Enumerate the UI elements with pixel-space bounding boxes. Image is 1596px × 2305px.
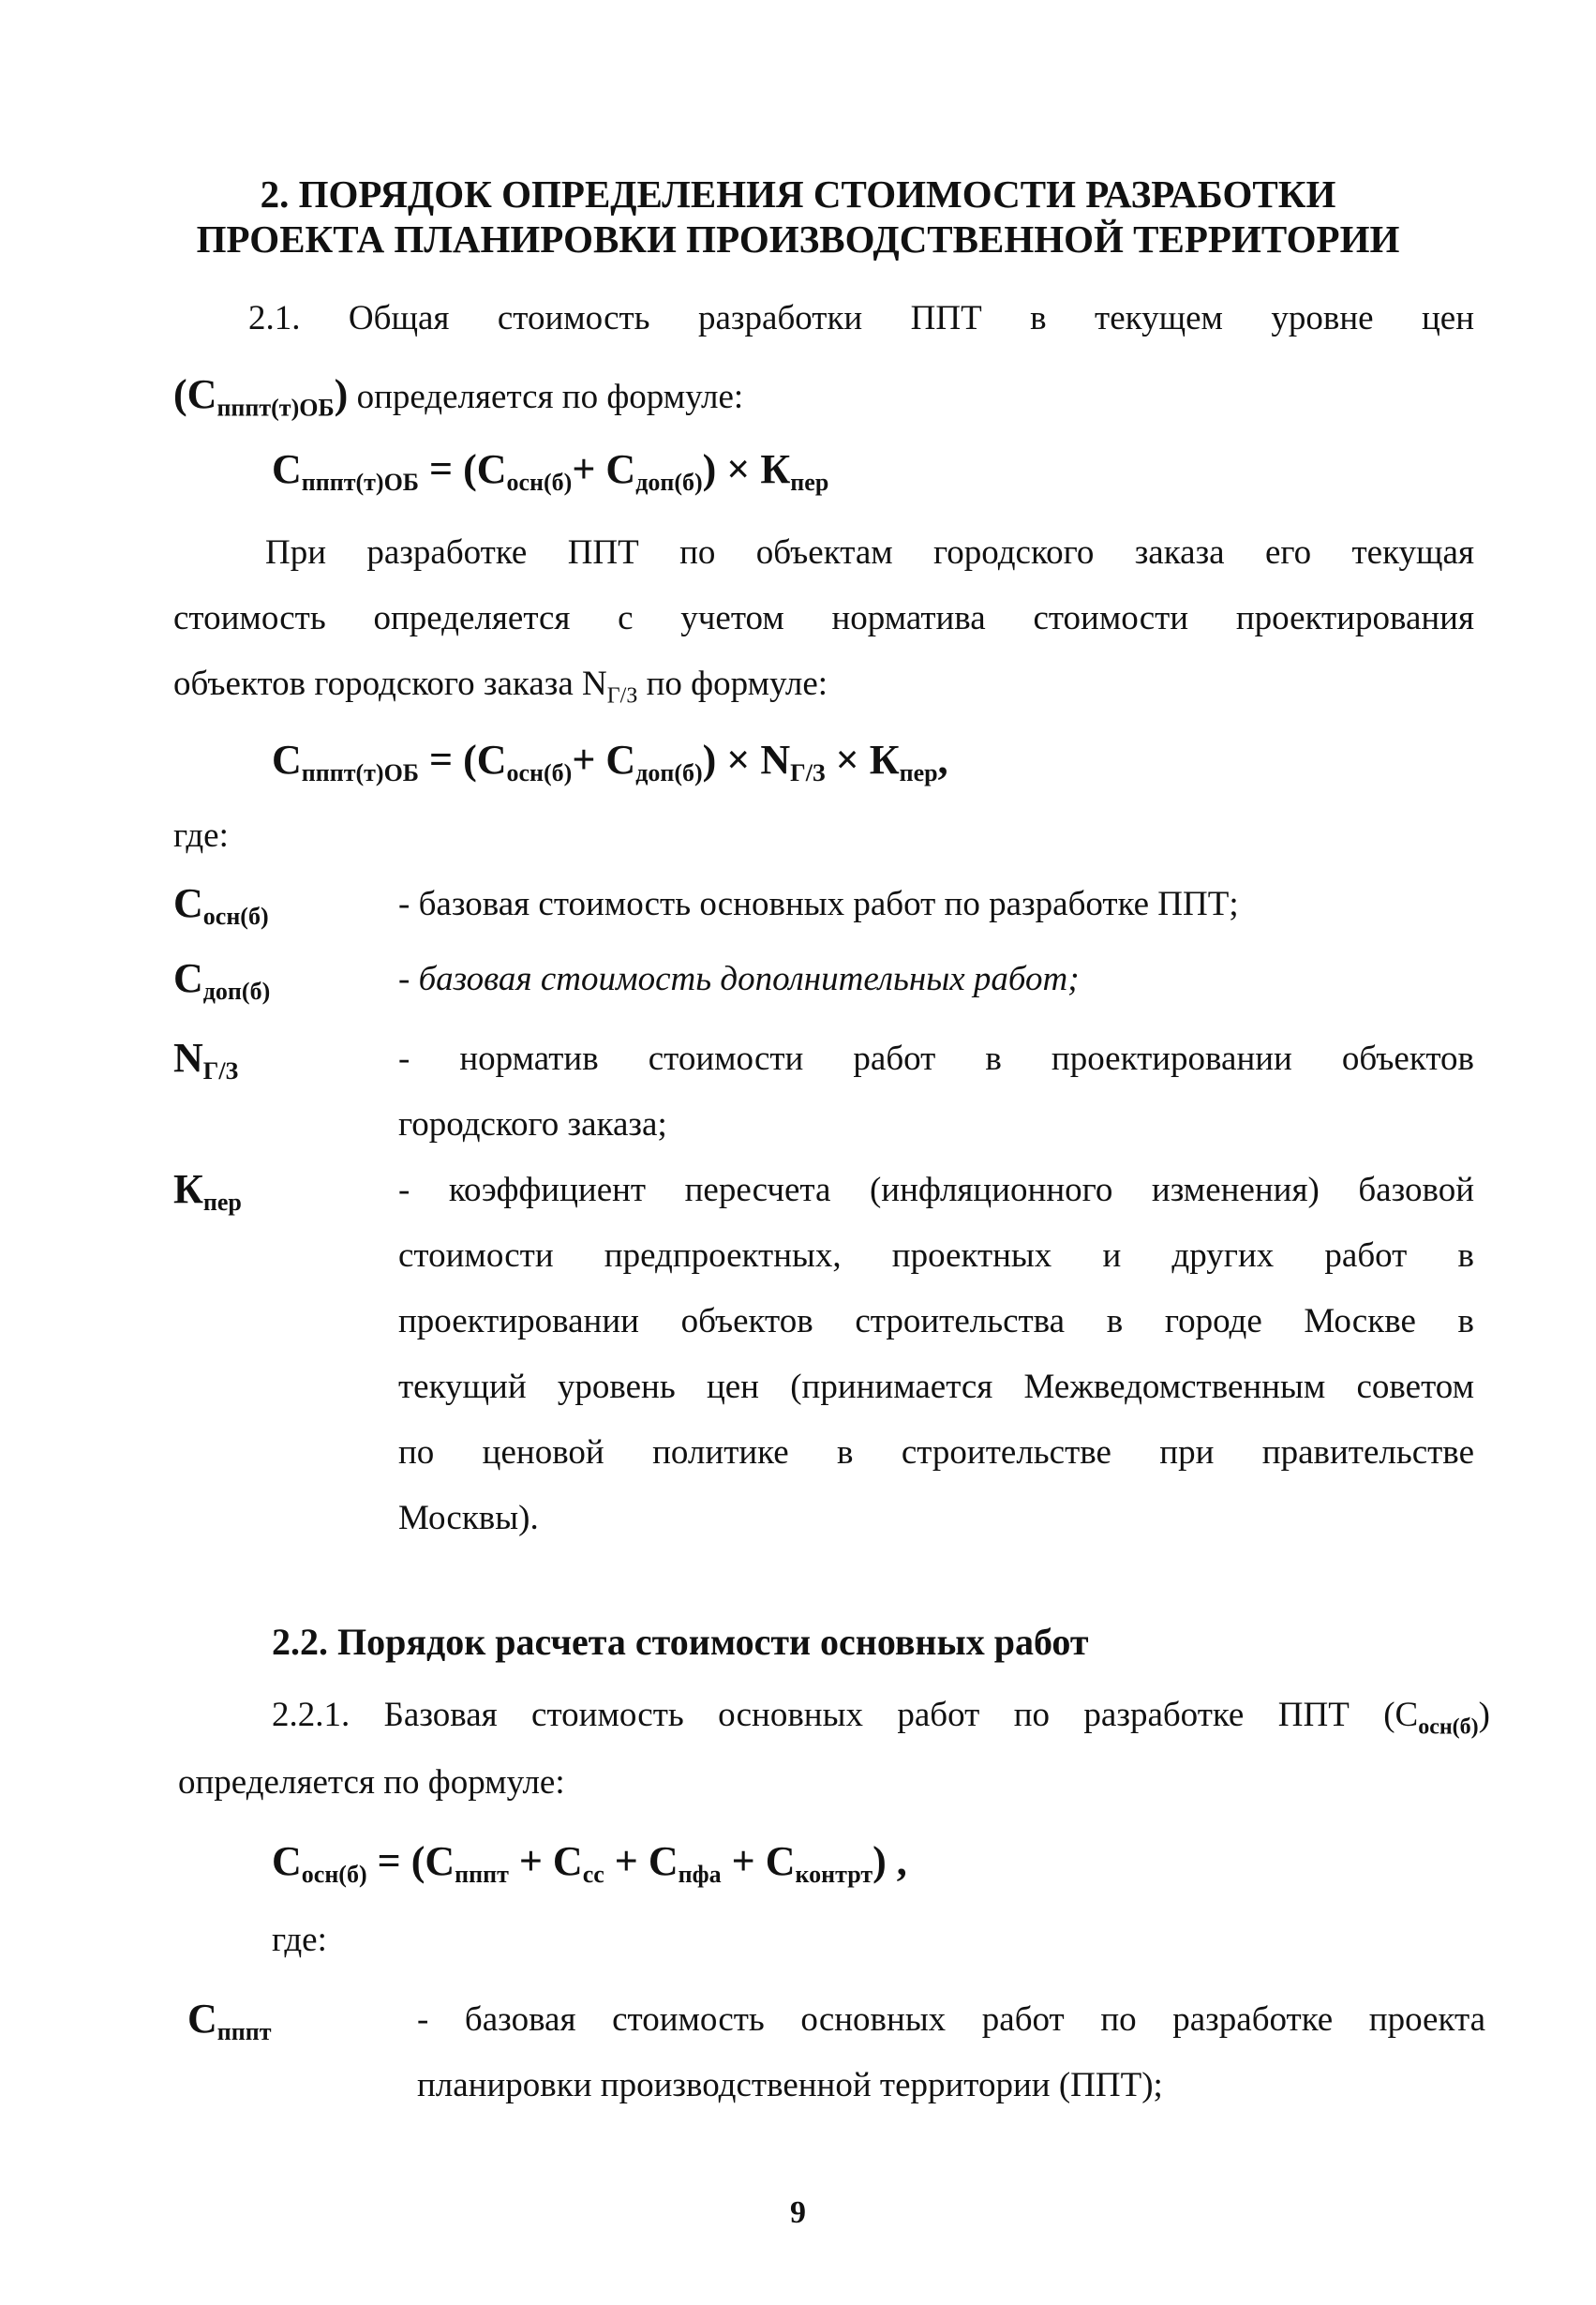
formula-3-c-sub: пфа — [678, 1861, 722, 1888]
symbol-c: С — [186, 371, 217, 417]
paragraph-2-2-1-line-1-text: 2.2.1. Базовая стоимость основных работ по разработке ППТ (С — [272, 1696, 1419, 1734]
def-k-per-line-1: - коэффициент пересчета (инфляционного изменения) базовой — [398, 1171, 1474, 1209]
def-c-dop-text: - базовая стоимость дополнительных работ; — [398, 960, 1080, 998]
def-symbol-k-per — [173, 1165, 242, 1217]
def-symbol-c-pppt — [187, 1995, 272, 2046]
formula-2-a-sub: осн(б) — [506, 759, 573, 786]
def-k-per-line-4: текущий уровень цен (принимается Межведомственным советом — [398, 1368, 1474, 1406]
formula-1-a-sub: осн(б) — [506, 469, 573, 496]
paragraph-city-order-line-3-rest: по формуле: — [637, 665, 828, 703]
formula-2-times: ) × N — [702, 737, 791, 783]
formula-total-cost — [272, 445, 828, 497]
formula-2-n-sub: Г/З — [790, 759, 826, 786]
def-2-sub: Г/З — [202, 1057, 239, 1085]
formula-1-eq: = (С — [419, 446, 507, 492]
paragraph-city-order-line-3-text: объектов городского заказа N — [173, 665, 607, 703]
paragraph-city-order-line-2: стоимость определяется с учетом норматива стоимости проектирования — [173, 599, 1474, 637]
formula-3-d-sub: контрт — [795, 1861, 873, 1888]
paragraph-2-2-1-line-1 — [272, 1695, 1490, 1740]
formula-1-lhs: С — [272, 446, 302, 492]
formula-3-p2: + С — [604, 1838, 679, 1884]
formula-1-times: ) × К — [702, 446, 791, 492]
formula-3-a-sub: пппт — [455, 1861, 509, 1888]
symbol-close-paren: ) — [334, 371, 349, 417]
section-title-line-1: 2. ПОРЯДОК ОПРЕДЕЛЕНИЯ СТОИМОСТИ РАЗРАБОТКИ — [260, 172, 1336, 216]
formula-2-lhs: С — [272, 737, 302, 783]
where-label-1: где: — [173, 816, 229, 855]
def-c-pppt-line-2: планировки производственной территории (ППТ); — [417, 2066, 1163, 2104]
def-symbol-n-gz — [173, 1034, 238, 1085]
formula-city-order-cost — [272, 736, 948, 787]
formula-1-plus: + С — [572, 446, 636, 492]
def-k-per-line-5: по ценовой политике в строительстве при правительстве — [398, 1433, 1474, 1472]
formula-2-k-sub: пер — [899, 759, 938, 786]
formula-1-lhs-sub: пппт(т)ОБ — [301, 469, 419, 496]
def-1-sym: С — [173, 955, 203, 1001]
where-label-2: где: — [272, 1921, 327, 1959]
def-0-sym: С — [173, 880, 203, 926]
formula-base-cost — [272, 1837, 907, 1889]
page-number: 9 — [790, 2195, 806, 2230]
def-k-per-line-6: Москвы). — [398, 1499, 539, 1537]
def-k-per-line-3: проектировании объектов строительства в городе Москве в — [398, 1302, 1474, 1340]
def-3-sub: пер — [202, 1189, 242, 1216]
formula-2-end: , — [937, 737, 948, 783]
formula-3-lhs-sub: осн(б) — [301, 1861, 367, 1888]
symbol-c-subscript: пппт(т)ОБ — [216, 394, 335, 422]
formula-2-plus: + С — [572, 737, 636, 783]
def-1-sub: доп(б) — [202, 978, 271, 1005]
formula-3-b-sub: сс — [582, 1861, 604, 1888]
paragraph-city-order-line-1: При разработке ППТ по объектам городского заказа его текущая — [265, 533, 1474, 572]
formula-2-times2: × К — [825, 737, 900, 783]
paragraph-city-order-line-3 — [173, 664, 828, 709]
def-2-sym: N — [173, 1035, 203, 1081]
def-c-osn-text: - базовая стоимость основных работ по разработке ППТ; — [398, 885, 1239, 923]
symbol-open-paren: ( — [173, 371, 187, 417]
paragraph-2-2-1-sub: осн(б) — [1418, 1714, 1479, 1740]
def-pppt-sub: пппт — [216, 2018, 272, 2045]
def-3-sym: К — [173, 1166, 203, 1212]
formula-3-p1: + С — [508, 1838, 583, 1884]
formula-2-lhs-sub: пппт(т)ОБ — [301, 759, 419, 786]
formula-1-k-sub: пер — [790, 469, 829, 496]
def-pppt-sym: С — [187, 1996, 217, 2042]
paragraph-2-1-line-2-text: определяется по формуле: — [348, 378, 744, 416]
formula-3-end: ) , — [873, 1838, 907, 1884]
formula-3-eq: = (С — [366, 1838, 455, 1884]
def-c-pppt-line-1: - базовая стоимость основных работ по разработке проекта — [417, 2000, 1485, 2039]
def-symbol-c-osn — [173, 879, 269, 931]
norm-subscript: Г/З — [606, 683, 638, 709]
formula-3-lhs: С — [272, 1838, 302, 1884]
paragraph-2-2-1-line-2: определяется по формуле: — [178, 1763, 565, 1802]
def-n-gz-line-1: - норматив стоимости работ в проектировании объектов — [398, 1040, 1474, 1078]
paragraph-2-1-line-2 — [173, 370, 743, 422]
formula-3-p3: + С — [721, 1838, 796, 1884]
section-title-line-2: ПРОЕКТА ПЛАНИРОВКИ ПРОИЗВОДСТВЕННОЙ ТЕРРИТОРИИ — [196, 217, 1400, 261]
paragraph-2-2-1-close: ) — [1478, 1696, 1490, 1734]
def-0-sub: осн(б) — [202, 903, 269, 930]
subsection-heading-2-2: 2.2. Порядок расчета стоимости основных работ — [272, 1621, 1089, 1663]
def-n-gz-line-2: городского заказа; — [398, 1105, 667, 1144]
formula-1-b-sub: доп(б) — [635, 469, 703, 496]
paragraph-2-1-line-1: 2.1. Общая стоимость разработки ППТ в текущем уровне цен — [248, 299, 1474, 337]
formula-2-b-sub: доп(б) — [635, 759, 703, 786]
def-symbol-c-dop — [173, 954, 270, 1006]
formula-2-eq: = (С — [419, 737, 507, 783]
def-k-per-line-2: стоимости предпроектных, проектных и других работ в — [398, 1236, 1474, 1275]
